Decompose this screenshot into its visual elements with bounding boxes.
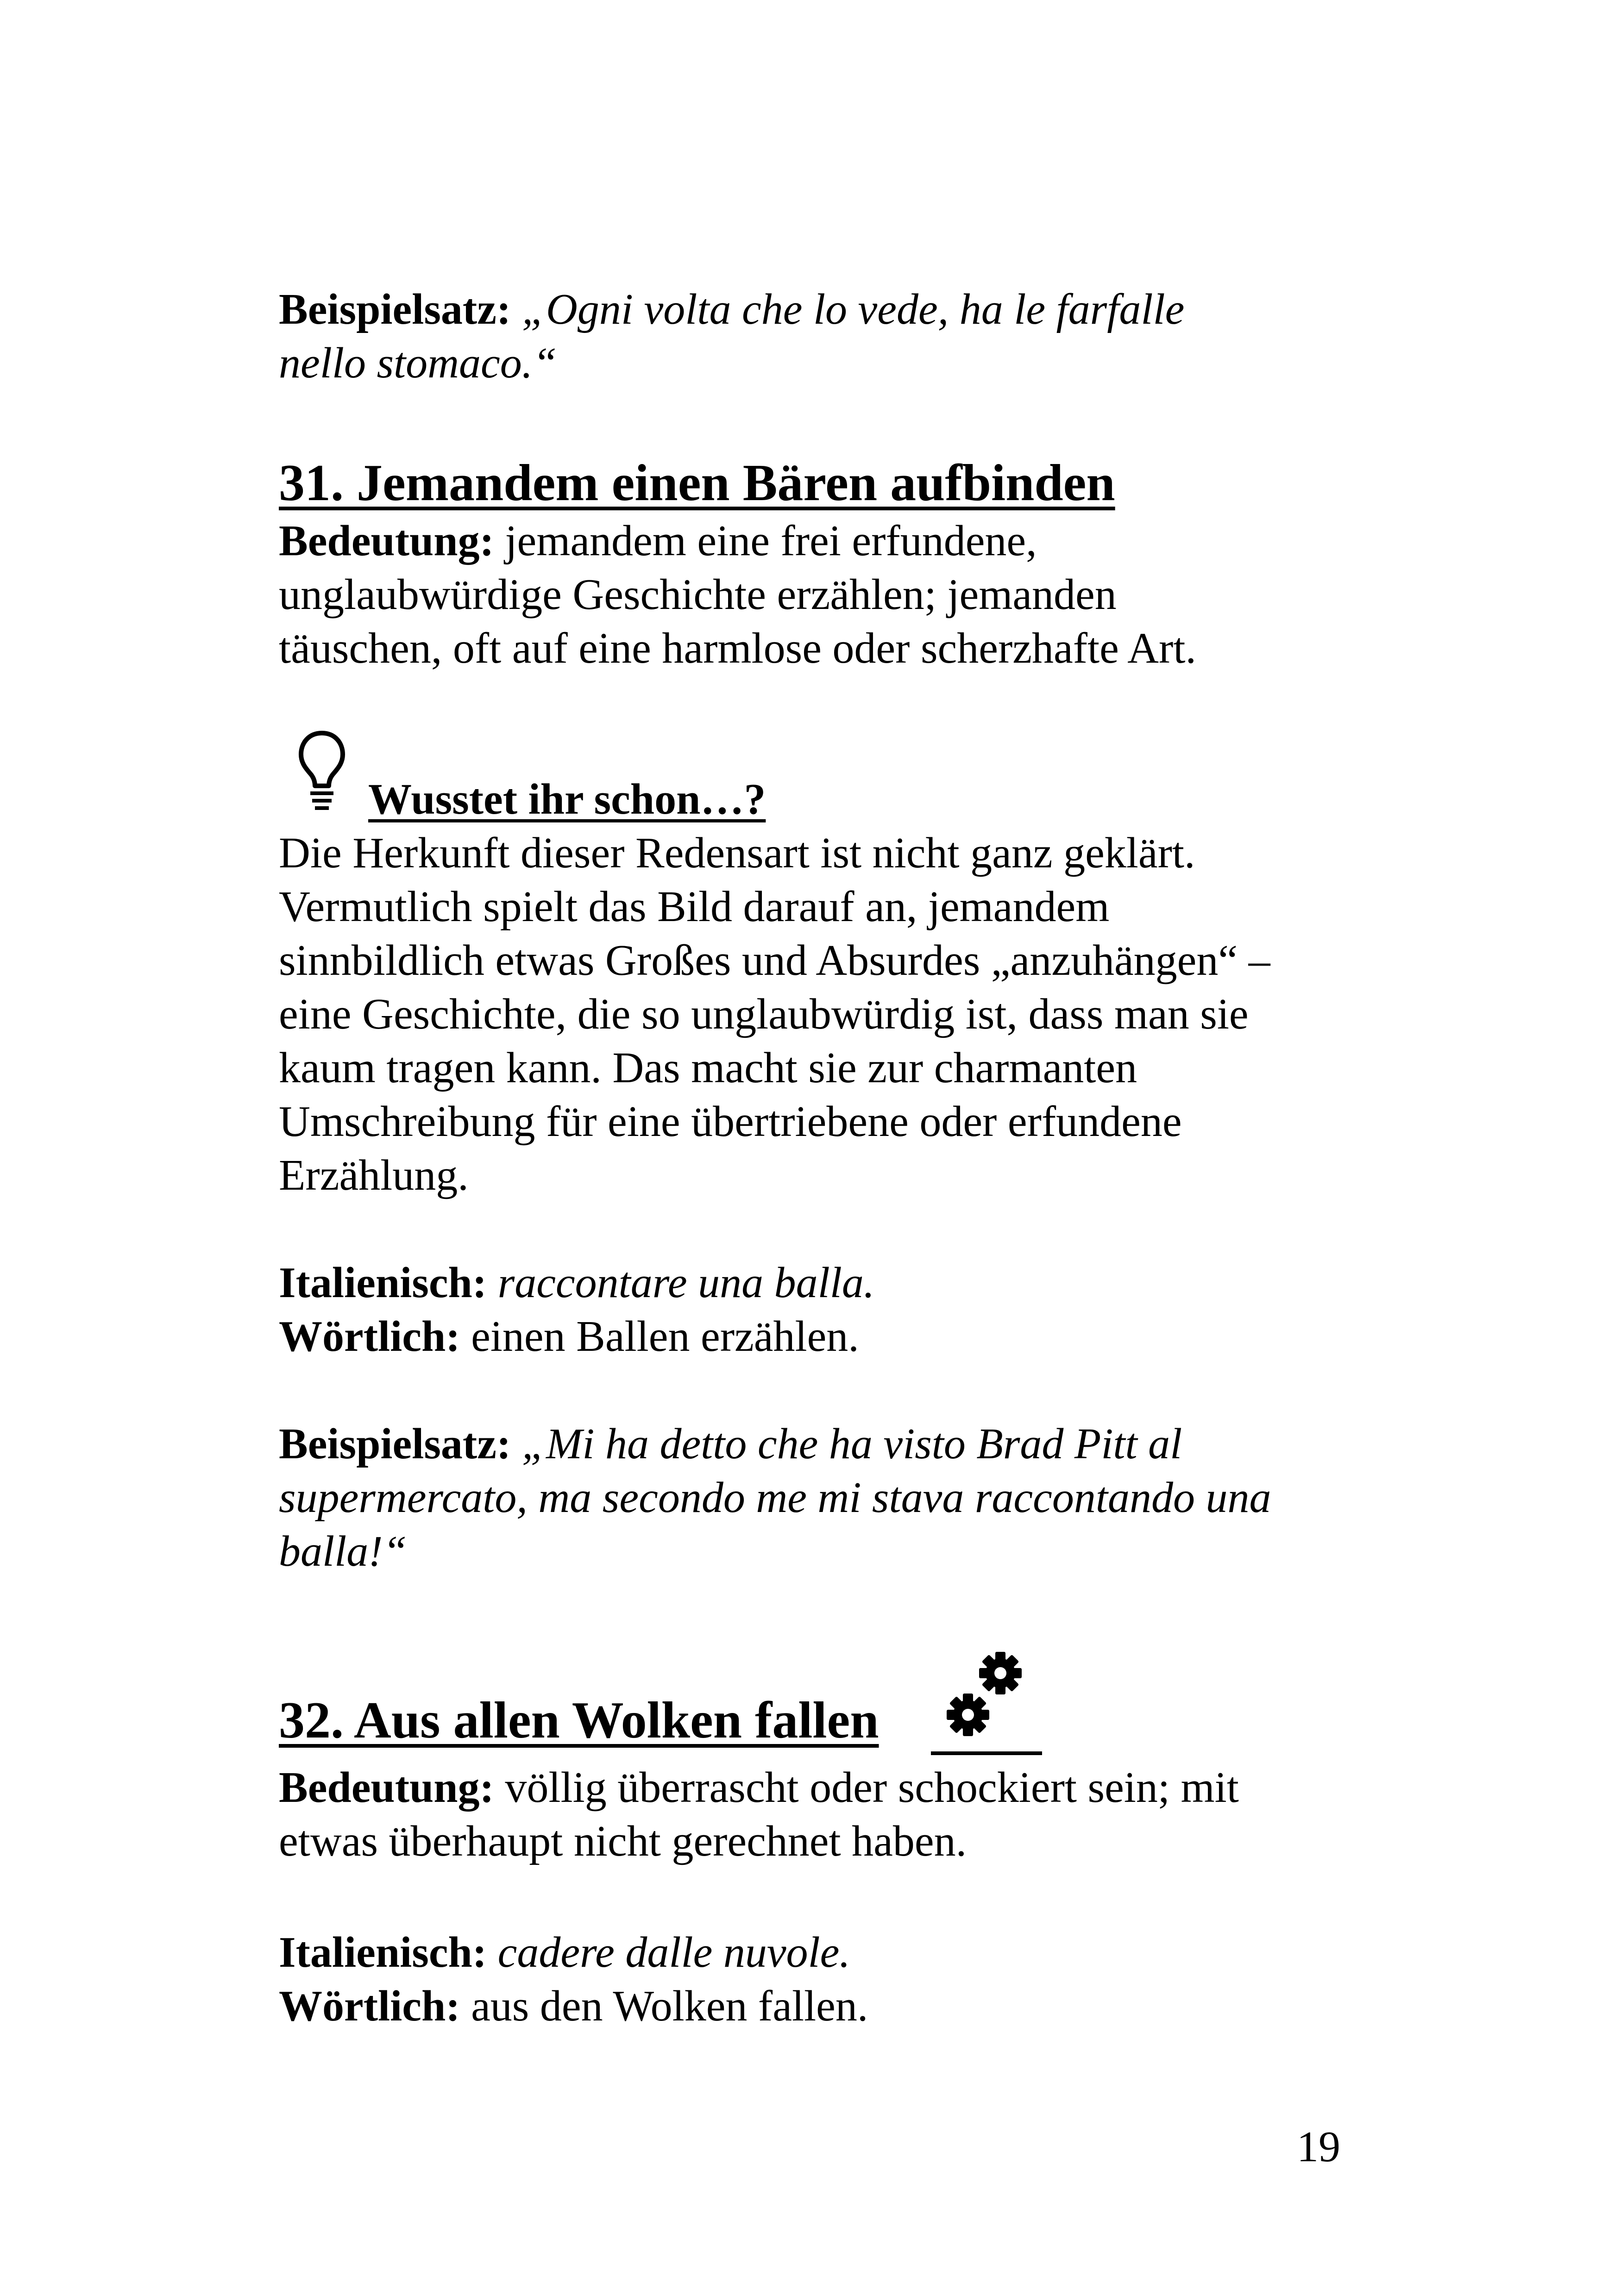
literal-line [279, 1310, 859, 1363]
did-you-know-text: eine Geschichte, die so unglaubwürdig ist, dass man sie [279, 990, 1249, 1038]
literal-label: Wörtlich: [279, 1312, 460, 1361]
did-you-know-text: kaum tragen kann. Das macht sie zur charmanten [279, 1044, 1137, 1092]
did-you-know-title: Wusstet ihr schon…? [368, 775, 766, 823]
literal-line [279, 1979, 868, 2033]
page-number: 19 [1297, 2123, 1340, 2171]
meaning-text: unglaubwürdige Geschichte erzählen; jemanden [279, 571, 1117, 619]
meaning-text: etwas überhaupt nicht gerechnet haben. [279, 1817, 967, 1865]
gears-icon [940, 1646, 1033, 1744]
lightbulb-icon [296, 729, 347, 817]
meaning-text: jemandem eine frei erfundene, [505, 517, 1037, 565]
example-sentence-line [279, 282, 1184, 336]
did-you-know-text: sinnbildlich etwas Großes und Absurdes „anzuhängen“ – [279, 936, 1270, 985]
italian-label: Italienisch: [279, 1259, 487, 1307]
literal-value: einen Ballen erzählen. [471, 1312, 859, 1361]
italian-line [279, 1926, 850, 1979]
italian-label: Italienisch: [279, 1928, 487, 1976]
example-text: „Ogni volta che lo vede, ha le farfalle [521, 285, 1185, 333]
italian-line [279, 1256, 874, 1310]
literal-label: Wörtlich: [279, 1982, 460, 2030]
italian-value: raccontare una balla. [497, 1259, 875, 1307]
example-text-cont: balla!“ [279, 1527, 407, 1575]
example-text-cont: nello stomaco.“ [279, 339, 557, 387]
did-you-know-text: Die Herkunft dieser Redensart ist nicht ganz geklärt. [279, 829, 1195, 877]
idiom-32-meaning-line [279, 1761, 1239, 1814]
meaning-label: Bedeutung: [279, 517, 494, 565]
idiom-31-meaning-line [279, 514, 1037, 568]
literal-value: aus den Wolken fallen. [471, 1982, 868, 2030]
example-label: Beispielsatz: [279, 285, 511, 333]
meaning-text: völlig überrascht oder schockiert sein; mit [505, 1763, 1239, 1812]
meaning-text: täuschen, oft auf eine harmlose oder scherzhafte Art. [279, 624, 1196, 672]
did-you-know-text: Vermutlich spielt das Bild darauf an, jemandem [279, 883, 1110, 931]
did-you-know-text: Erzählung. [279, 1151, 469, 1199]
meaning-label: Bedeutung: [279, 1763, 494, 1812]
example-text: „Mi ha detto che ha visto Brad Pitt al [521, 1420, 1182, 1468]
italian-value: cadere dalle nuvole. [497, 1928, 850, 1976]
did-you-know-text: Umschreibung für eine übertriebene oder erfundene [279, 1098, 1182, 1146]
example-text-cont: supermercato, ma secondo me mi stava raccontando una [279, 1474, 1271, 1522]
example-sentence-line [279, 1417, 1182, 1471]
heading-underline-extension [931, 1751, 1042, 1755]
idiom-32-heading: 32. Aus allen Wolken fallen [279, 1692, 879, 1749]
example-label: Beispielsatz: [279, 1420, 511, 1468]
idiom-31-heading: 31. Jemandem einen Bären aufbinden [279, 454, 1115, 512]
